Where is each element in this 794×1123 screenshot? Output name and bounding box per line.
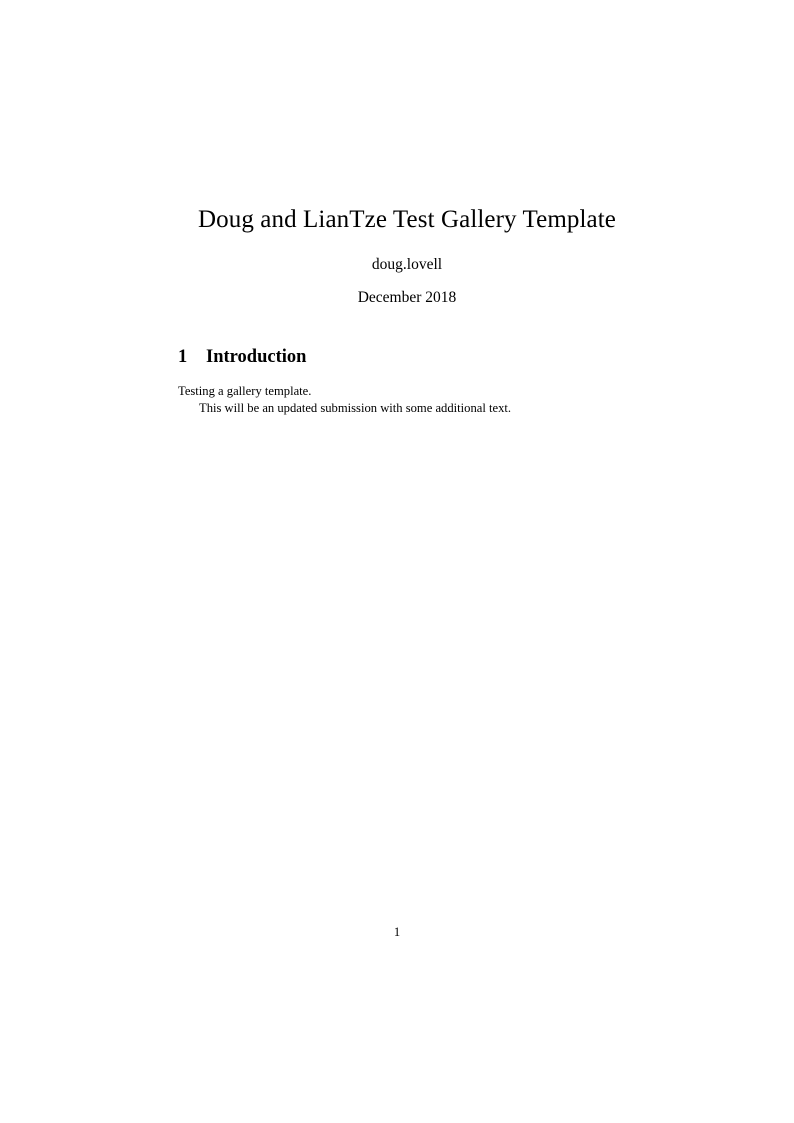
- paragraph-1: Testing a gallery template.: [178, 384, 312, 398]
- section-number: 1: [178, 347, 188, 367]
- page-number: 1: [393, 925, 401, 939]
- document-author: doug.lovell: [371, 256, 443, 273]
- document-date: December 2018: [357, 289, 457, 306]
- page-title: Doug and LianTze Test Gallery Template: [198, 206, 616, 233]
- paragraph-2: This will be an updated submission with some additional text.: [199, 401, 512, 416]
- section-title: Introduction: [206, 347, 307, 367]
- document-body: [178, 0, 636, 416]
- section-heading-introduction: [178, 347, 636, 368]
